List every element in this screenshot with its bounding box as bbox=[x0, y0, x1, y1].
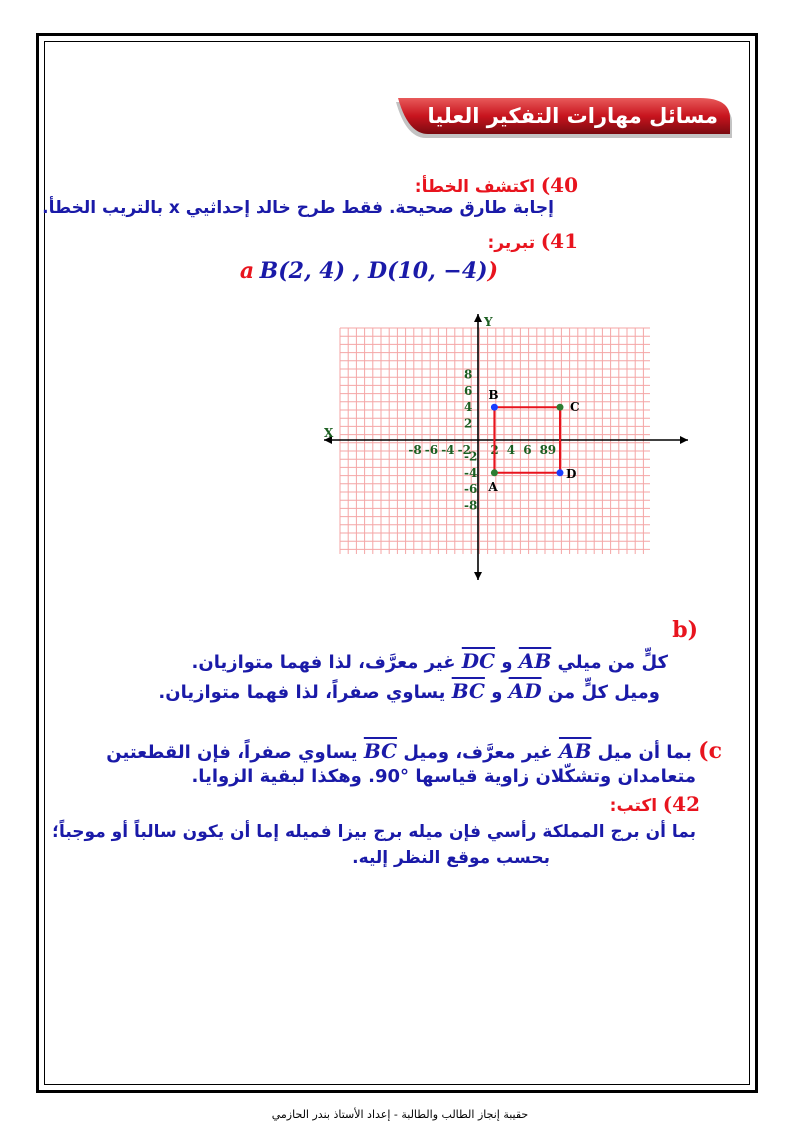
segment-bc-c: BC bbox=[363, 739, 398, 763]
q41-number: 41) bbox=[540, 229, 578, 253]
q42-line2: بحسب موقع النظر إليه. bbox=[352, 848, 550, 868]
x-tick-label: 9 bbox=[547, 443, 557, 457]
y-tick-label: -8 bbox=[464, 498, 478, 513]
y-tick-label: 6 bbox=[464, 383, 473, 398]
q41b-and-2: و bbox=[491, 682, 503, 703]
x-tick-label: 4 bbox=[506, 443, 516, 457]
x-tick-label: -8 bbox=[408, 443, 422, 457]
y-tick-label: -4 bbox=[464, 465, 478, 480]
q40-heading: اكتشف الخطأ: bbox=[414, 177, 536, 197]
q41-part-a-row bbox=[240, 258, 498, 284]
page-footer: حقيبة إنجاز الطالب والطالبة - إعداد الأستاذ بندر الحازمي bbox=[271, 1108, 529, 1121]
q41-part-b-label: (b bbox=[672, 617, 698, 643]
q41-part-c-line1 bbox=[106, 738, 722, 764]
graph-points bbox=[487, 388, 579, 494]
segment-ab-c: AB bbox=[558, 739, 592, 763]
point-label-b: B bbox=[488, 388, 499, 403]
x-tick-label: -2 bbox=[457, 443, 471, 457]
q41c-text-3: يساوي صفراً، فإن القطعتين bbox=[106, 742, 358, 763]
q41b-and-1: و bbox=[501, 652, 513, 673]
q41-heading: تبرير: bbox=[487, 233, 536, 253]
segment-bc: BC bbox=[451, 679, 485, 703]
x-tick-label: -6 bbox=[424, 443, 439, 457]
q41b-text-4: يساوي صفراً، لذا فهما متوازيان. bbox=[158, 682, 446, 703]
q42-heading-row bbox=[610, 792, 700, 816]
q41-part-b-line2 bbox=[158, 679, 660, 703]
q41-part-a-label: (a bbox=[239, 258, 498, 284]
q41b-text-2: غير معرَّف، لذا فهما متوازيان. bbox=[191, 652, 456, 673]
y-tick-label: -6 bbox=[464, 482, 478, 497]
point-label-a: A bbox=[488, 479, 498, 494]
q42-heading: اكتب: bbox=[609, 796, 658, 816]
q41b-text-3: وميل كلٍّ من bbox=[547, 682, 660, 703]
x-axis-label: X bbox=[324, 426, 334, 440]
x-tick-label: 6 bbox=[523, 443, 532, 457]
q40-answer: إجابة طارق صحيحة. فقط طرح خالد إحداثيي x بالتريب الخطأ. bbox=[42, 198, 554, 218]
q41c-text-2: غير معرَّف، وميل bbox=[403, 742, 553, 763]
point-d bbox=[557, 469, 564, 476]
coordinate-graph bbox=[318, 308, 698, 588]
x-tick-label: -4 bbox=[441, 443, 455, 457]
x-tick-label: 8 bbox=[539, 443, 548, 457]
q42-number: 42) bbox=[662, 792, 700, 816]
y-axis-label: Y bbox=[484, 315, 493, 329]
section-banner bbox=[396, 98, 732, 142]
q41-part-a-points: B(2, 4) , D(10, −4) bbox=[259, 258, 488, 284]
q40-number: 40) bbox=[540, 173, 578, 197]
q41c-text-1: بما أن ميل bbox=[597, 742, 692, 763]
banner-title: مسائل مهارات التفكير العليا bbox=[427, 104, 718, 128]
x-axis-arrow-right bbox=[680, 436, 688, 444]
y-tick-label: 8 bbox=[464, 367, 473, 382]
y-axis-arrow-up bbox=[474, 314, 482, 322]
y-tick-label: 4 bbox=[464, 400, 473, 415]
segment-ab: AB bbox=[518, 649, 552, 673]
q41b-text-1: كلٍّ من ميلي bbox=[557, 652, 668, 673]
y-axis-arrow-down bbox=[474, 572, 482, 580]
segment-ad: AD bbox=[508, 679, 542, 703]
segment-dc: DC bbox=[461, 649, 496, 673]
point-b bbox=[491, 404, 498, 411]
q41-part-c-label: c) bbox=[698, 738, 722, 764]
point-a bbox=[491, 469, 498, 476]
q41-part-b-line1 bbox=[192, 649, 669, 673]
y-tick-label: 2 bbox=[464, 416, 473, 431]
q40-heading-row bbox=[415, 173, 578, 197]
q42-line1: بما أن برج المملكة رأسي فإن ميله برج بيزا فميله إما أن يكون سالباً أو موجباً؛ bbox=[52, 822, 696, 842]
point-label-c: C bbox=[570, 400, 580, 415]
q41-heading-row bbox=[487, 229, 578, 253]
q41-part-c-line2: متعامدان وتشكّلان زاوية قياسها °90. وهكذا لبقية الزوايا. bbox=[191, 766, 696, 787]
y-tick-label: -2 bbox=[464, 449, 478, 464]
point-c bbox=[557, 404, 564, 411]
point-label-d: D bbox=[566, 466, 577, 481]
x-tick-label: 2 bbox=[490, 443, 499, 457]
